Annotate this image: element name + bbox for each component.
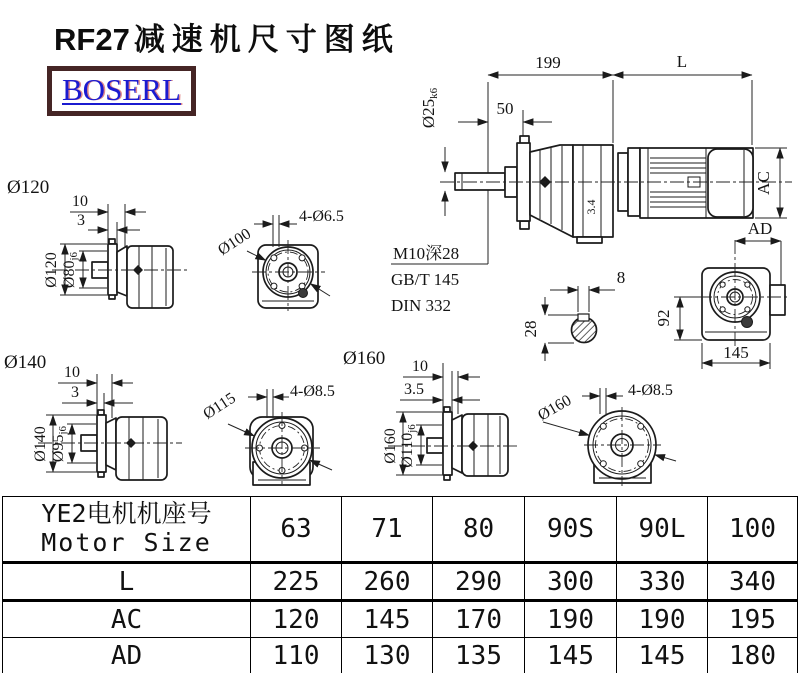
dim-160-b: 3.5	[404, 381, 424, 398]
table-cell: 190	[525, 601, 617, 638]
table-cell: 260	[342, 563, 433, 601]
terminal-lug	[770, 285, 785, 315]
gearbox-end-view	[654, 240, 790, 369]
flange-label-160: Ø160	[343, 348, 386, 369]
dim-key-width: 8	[616, 268, 626, 287]
plug-100	[299, 289, 308, 298]
table-header-row	[3, 497, 798, 563]
dim-140-pilot: Ø95j6	[50, 425, 69, 463]
column-header: 90L	[617, 497, 708, 563]
thread-spec: M10深28	[393, 244, 460, 263]
column-header: 100	[708, 497, 798, 563]
dim-160-a: 10	[412, 358, 428, 375]
dim-160-od: Ø160	[382, 428, 399, 464]
table-cell: 110	[251, 638, 342, 673]
row-label: L	[3, 563, 251, 601]
motor-size-label-en: Motor Size	[41, 528, 212, 557]
table-cell: 330	[617, 563, 708, 601]
table-row-AD	[3, 638, 798, 673]
flange-side-view-140	[4, 352, 182, 480]
dim-120-b: 3	[77, 212, 85, 229]
table-cell: 170	[433, 601, 525, 638]
bolt-circle-label-160: Ø160	[535, 391, 575, 425]
table-cell: 130	[342, 638, 433, 673]
motor-size-header-cell	[3, 497, 251, 563]
dim-key-depth: 28	[521, 320, 540, 338]
row-label: AC	[3, 601, 251, 638]
flange-side-view-160	[343, 348, 520, 480]
table-cell: 300	[525, 563, 617, 601]
dim-120-od: Ø120	[43, 252, 60, 288]
thread-standard-gb: GB/T 145	[391, 270, 460, 289]
model-number: RF27	[54, 22, 130, 57]
thread-note	[391, 244, 488, 315]
flange-label-140: Ø140	[4, 352, 47, 373]
flange-label-120: Ø120	[7, 177, 50, 198]
table-cell: 290	[433, 563, 525, 601]
dim-140-b: 3	[71, 384, 79, 401]
face-mark: 3.4	[584, 199, 598, 215]
holes-callout-160: 4-Ø8.5	[628, 382, 673, 399]
page-title	[54, 14, 400, 59]
flange-front-view-160	[535, 382, 676, 486]
motor-size-label-cn: YE2电机机座号	[41, 499, 212, 529]
column-header: 80	[433, 497, 525, 563]
dim-120-pilot: Ø80j6	[61, 251, 80, 289]
table-cell: 195	[708, 601, 798, 638]
table-row-L	[3, 563, 798, 601]
bolt-circle-label-115: Ø115	[200, 389, 239, 423]
flange-side-view-120	[7, 177, 187, 308]
bolt-circle-label-100: Ø100	[215, 225, 255, 260]
flange-front-view-100	[215, 208, 344, 311]
dim-140-a: 10	[64, 364, 80, 381]
thread-standard-din: DIN 332	[391, 296, 451, 315]
table-cell: 145	[342, 601, 433, 638]
column-header: 71	[342, 497, 433, 563]
dimension-table	[2, 496, 798, 673]
column-header: 90S	[525, 497, 617, 563]
dim-AD: AD	[747, 219, 773, 238]
dim-140-od: Ø140	[32, 426, 49, 462]
dim-160-pilot: Ø110j6	[399, 424, 418, 468]
table-cell: 145	[525, 638, 617, 673]
dim-end-height: 92	[654, 309, 673, 327]
dim-120-a: 10	[72, 193, 88, 210]
dim-AC: AC	[754, 171, 773, 195]
main-side-view	[419, 52, 792, 285]
table-cell: 120	[251, 601, 342, 638]
holes-callout-115: 4-Ø8.5	[290, 383, 335, 400]
flange-front-view-115	[200, 383, 335, 485]
table-cell: 225	[251, 563, 342, 601]
drain-plug	[742, 317, 753, 328]
table-cell: 340	[708, 563, 798, 601]
holes-callout-100: 4-Ø6.5	[299, 208, 344, 225]
title-text: 减速机尺寸图纸	[133, 22, 400, 57]
table-cell: 180	[708, 638, 798, 673]
boserl-logo	[47, 66, 196, 116]
dim-199: 199	[535, 53, 561, 72]
fan-cowl	[708, 149, 753, 217]
table-cell: 190	[617, 601, 708, 638]
boserl-logo-text: BOSERL	[62, 72, 181, 107]
shaft-key-section	[521, 268, 625, 361]
table-row-AC	[3, 601, 798, 638]
dim-L: L	[676, 52, 688, 71]
dim-50: 50	[496, 99, 514, 118]
table-cell: 135	[433, 638, 525, 673]
keyway-slot	[578, 314, 589, 321]
dim-end-width: 145	[723, 343, 749, 362]
table-cell: 145	[617, 638, 708, 673]
row-label: AD	[3, 638, 251, 673]
column-header: 63	[251, 497, 342, 563]
dim-shaft-diameter: Ø25k6	[419, 87, 440, 129]
